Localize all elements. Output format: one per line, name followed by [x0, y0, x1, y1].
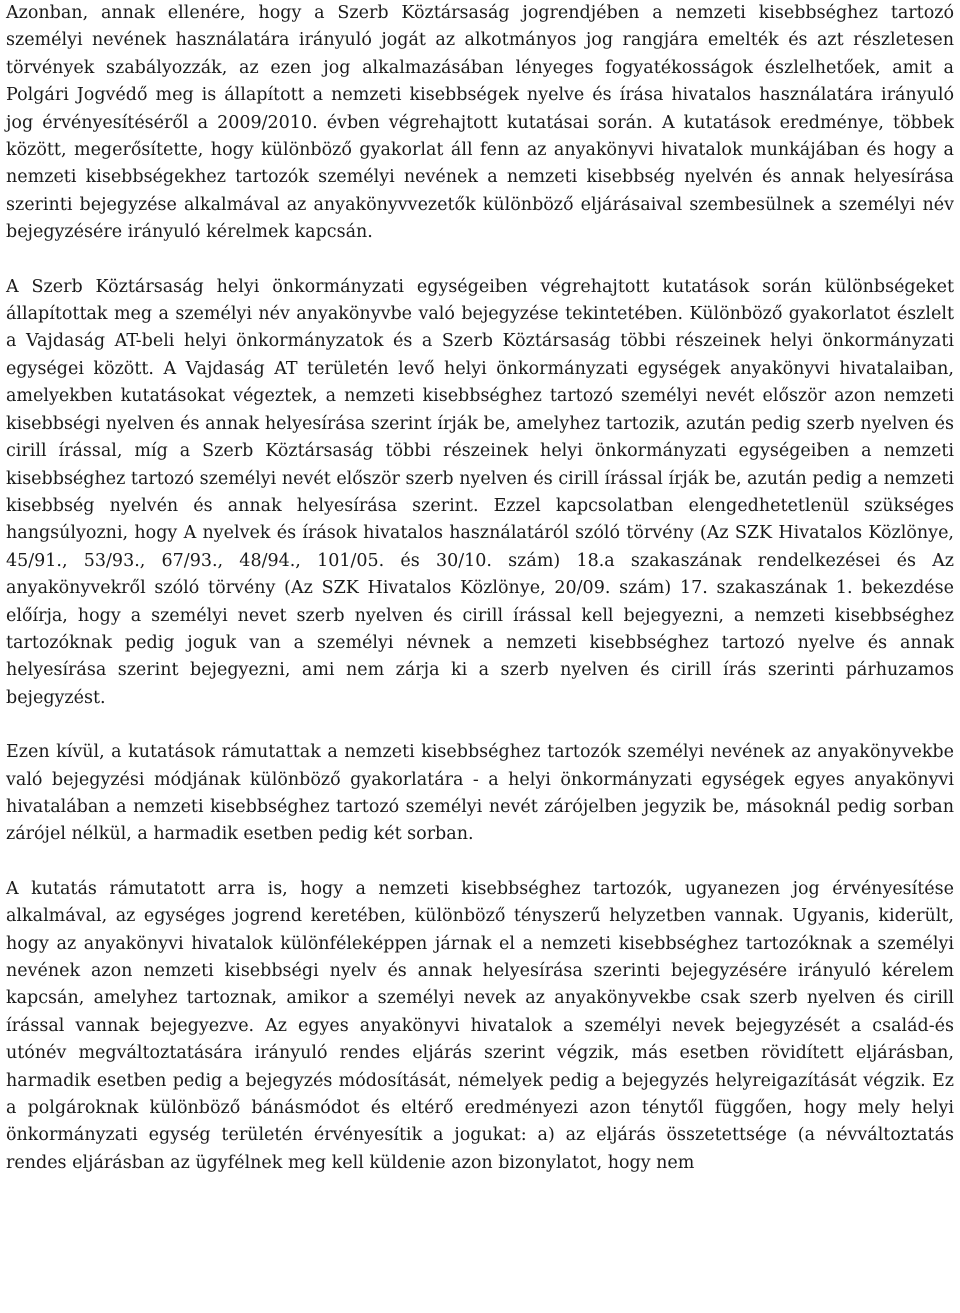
- paragraph-1: Azonban, annak ellenére, hogy a Szerb Köztársaság jogrendjében a nemzeti kisebbséghez tartozó személyi nevének használatára irányuló jogát az alkotmányos jog rangjára emelték és azt részletesen törvények szabályozzák, az ezen jog alkalmazásában lényeges fogyatékosságok észlelhetőek, amit a Polgári Jogvédő meg is állapított a nemzeti kisebbségek nyelve és írása hivatalos használatára irányuló jog érvényesítéséről a 2009/2010. évben végrehajtott kutatásai során. A kutatások eredménye, többek között, megerősítette, hogy különböző gyakorlat áll fenn az anyakönyvi hivatalok munkájában és hogy a nemzeti kisebbségekhez tartozók személyi nevének a nemzeti kisebbség nyelvén és annak helyesírása szerinti bejegyzése alkalmával az anyakönyvvezetők különböző eljárásaival szembesülnek a személyi név bejegyzésére irányuló kérelmek kapcsán.: [6, 3, 954, 243]
- paragraph-spacer: [6, 712, 954, 739]
- paragraph-3: Ezen kívül, a kutatások rámutattak a nemzeti kisebbséghez tartozók személyi nevének az anyakönyvekbe való bejegyzési módjának különböző gyakorlatára - a helyi önkormányzati egységek egyes anyakönyvi hivatalában a nemzeti kisebbséghez tartozó személyi nevét zárójelben jegyzik be, másoknál pedig sorban zárójel nélkül, a harmadik esetben pedig két sorban.: [6, 742, 954, 845]
- document-page: [6, 0, 954, 1177]
- paragraph-spacer: [6, 849, 954, 876]
- paragraph-2: A Szerb Köztársaság helyi önkormányzati egységeiben végrehajtott kutatások során különbségeket állapítottak meg a személyi név anyakönyvbe való bejegyzése tekintetében. Különböző gyakorlatot észlelt a Vajdaság AT-beli helyi önkormányzatok és a Szerb Köztársaság többi részeinek helyi önkormányzati egységei között. A Vajdaság AT területén levő helyi önkormányzati egységek anyakönyvi hivatalaiban, amelyekben kutatásokat végeztek, a nemzeti kisebbséghez tartozó személyi nevét először azon nemzeti kisebbségi nyelven és annak helyesírása szerint írják be, amelyhez tartozik, azután pedig szerb nyelven és cirill írással, míg a Szerb Köztársaság többi részeinek helyi önkormányzati egységeiben a nemzeti kisebbséghez tartozó személyi nevét először szerb nyelven és cirill írással írják be, azután pedig a nemzeti kisebbség nyelvén és annak helyesírása szerint. Ezzel kapcsolatban elengedhetetlenül szükséges hangsúlyozni, hogy A nyelvek és írások hivatalos használatáról szóló törvény (Az SZK Hivatalos Közlönye, 45/91., 53/93., 67/93., 48/94., 101/05. és 30/10. szám) 18.a szakaszának rendelkezései és Az anyakönyvekről szóló törvény (Az SZK Hivatalos Közlönye, 20/09. szám) 17. szakaszának 1. bekezdése előírja, hogy a személyi nevet szerb nyelven és cirill írással kell bejegyezni, a nemzeti kisebbséghez tartozóknak pedig joguk van a személyi névnek a nemzeti kisebbséghez tartozó nyelve és annak helyesírása szerint bejegyezni, ami nem zárja ki a szerb nyelven és cirill írás szerinti párhuzamos bejegyzést.: [6, 276, 954, 708]
- paragraph-spacer: [6, 247, 954, 274]
- paragraph-4: A kutatás rámutatott arra is, hogy a nemzeti kisebbséghez tartozók, ugyanezen jog érvényesítése alkalmával, az egységes jogrend keretében, különböző tényszerű helyzetben vannak. Ugyanis, kiderült, hogy az anyakönyvi hivatalok különféleképpen járnak el a nemzeti kisebbséghez tartozóknak a személyi nevének azon nemzeti kisebbségi nyelv és annak helyesírása szerinti bejegyzésére irányuló kérelem kapcsán, amelyhez tartoznak, amikor a személyi nevek az anyakönyvekbe csak szerb nyelven és cirill írással vannak bejegyezve. Az egyes anyakönyvi hivatalok a személyi nevek bejegyzését a család-és utónév megváltoztatására irányuló rendes eljárás szerint végzik, más esetben rövidített eljárásban, harmadik esetben pedig a bejegyzés módosítását, némelyek pedig a bejegyzés helyreigazítását végzik. Ez a polgároknak különböző bánásmódot és eltérő eredményezi azon ténytől függően, hogy mely helyi önkormányzati egység területén érvényesítik a jogukat: a) az eljárás összetettsége (a névváltoztatás rendes eljárásban az ügyfélnek meg kell küldenie azon bizonylatot, hogy nem: [6, 878, 954, 1173]
